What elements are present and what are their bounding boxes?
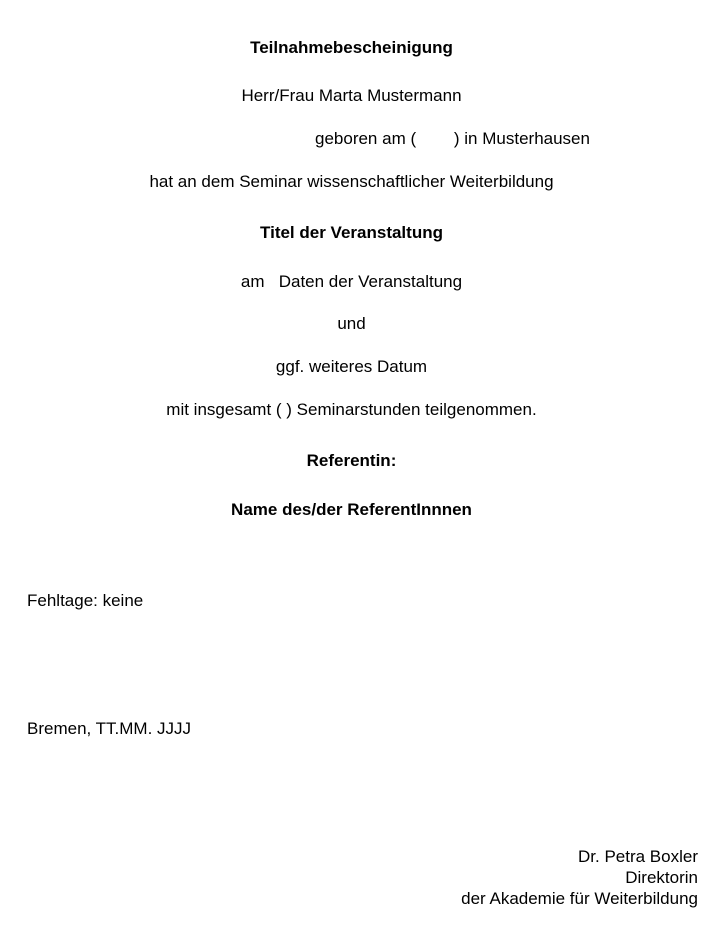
place-and-date: Bremen, TT.MM. JJJJ [27,719,192,738]
speaker-name: Name des/der ReferentInnnen [231,500,472,519]
participant-name: Herr/Frau Marta Mustermann [241,86,462,105]
signatory-organization: der Akademie für Weiterbildung [461,889,698,908]
and-connector: und [337,314,366,333]
birth-info: geboren am ( ) in Musterhausen [315,129,590,148]
signatory-role: Direktorin [625,868,698,887]
speaker-label: Referentin: [306,451,397,470]
seminar-hours: mit insgesamt ( ) Seminarstunden teilgenommen. [166,400,537,419]
further-date: ggf. weiteres Datum [275,357,428,376]
certificate-title: Teilnahmebescheinigung [250,38,453,57]
event-title: Titel der Veranstaltung [260,223,443,242]
signature-block [461,846,698,909]
seminar-statement: hat an dem Seminar wissenschaftlicher Weiterbildung [149,172,554,191]
event-dates: am Daten der Veranstaltung [240,272,463,291]
absence-days: Fehltage: keine [27,591,144,610]
signatory-name: Dr. Petra Boxler [578,847,698,866]
